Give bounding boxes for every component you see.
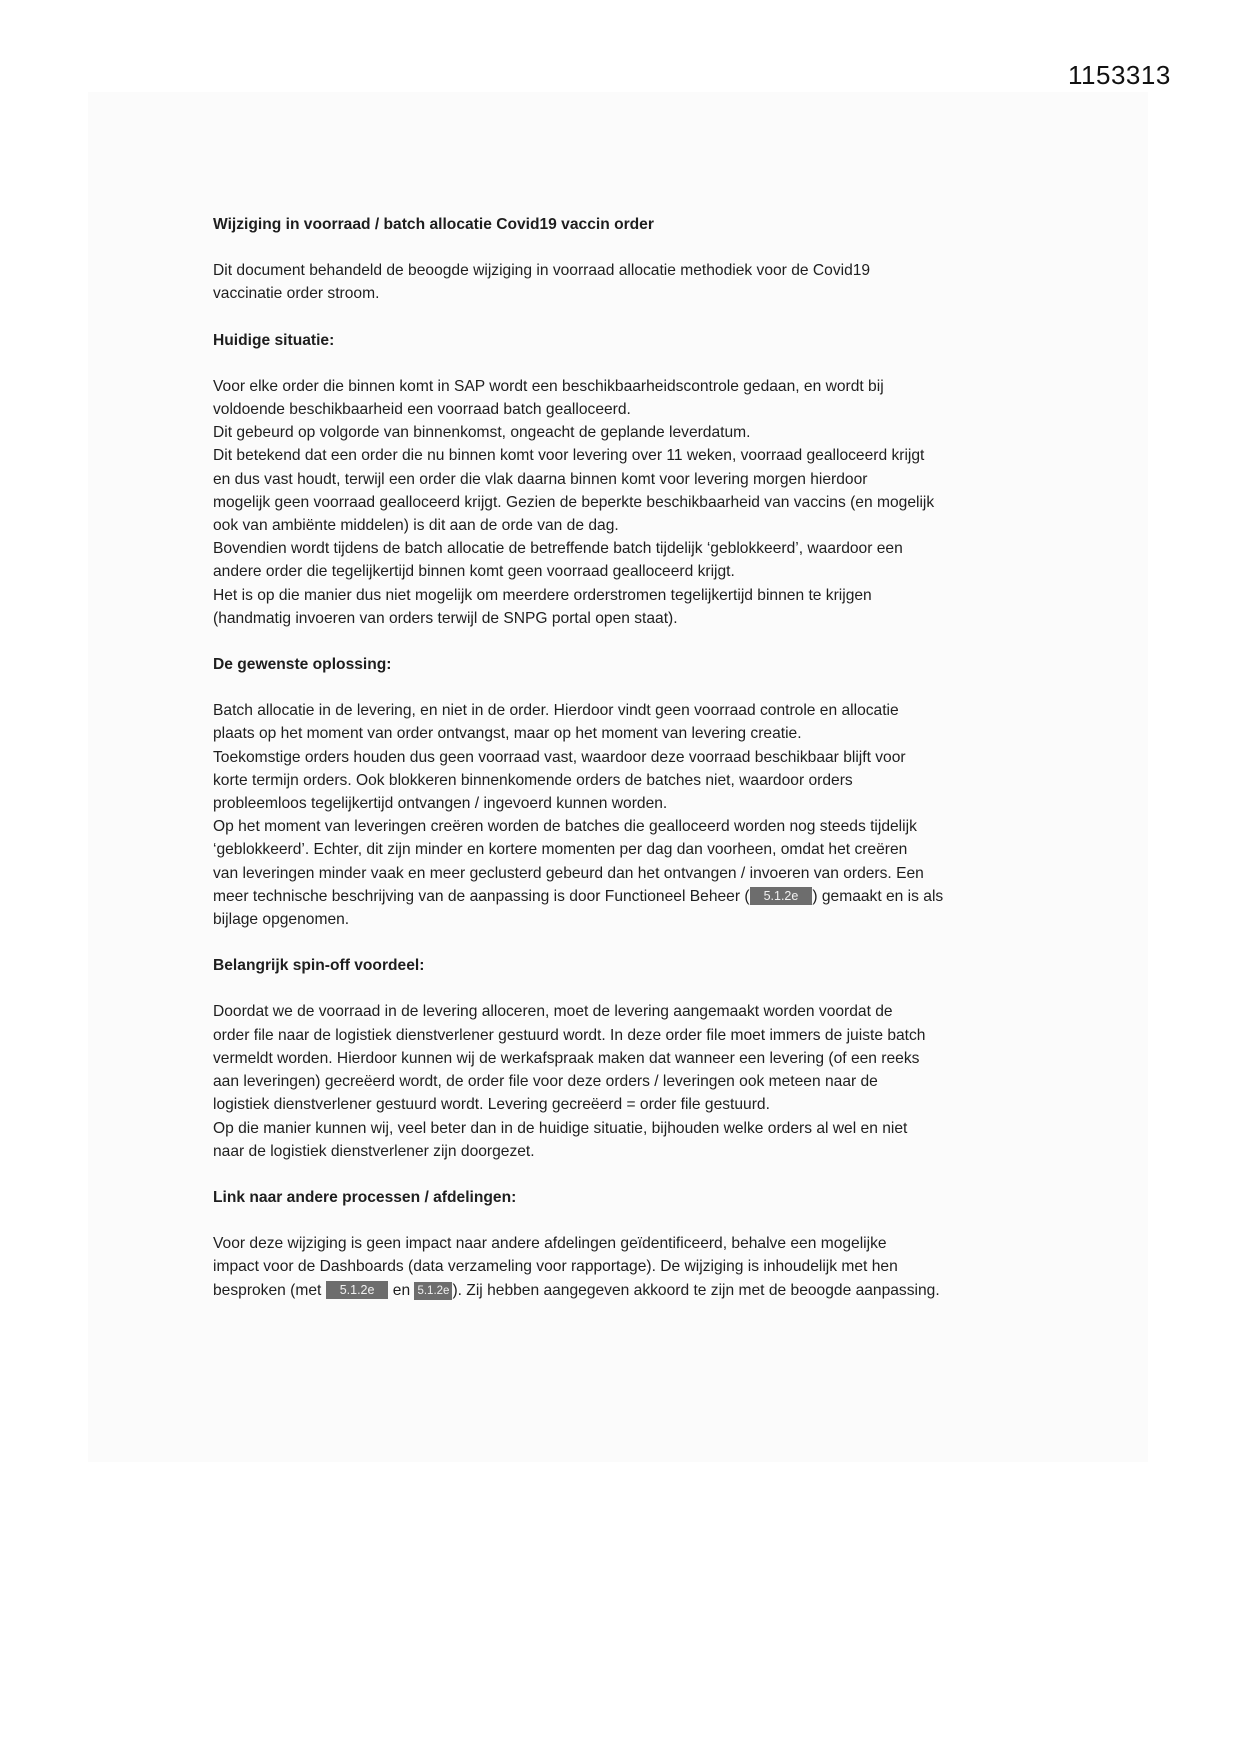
text-line: Op die manier kunnen wij, veel beter dan in de huidige situatie, bijhouden welke orders al wel en niet (213, 1119, 908, 1137)
text-line: aan leveringen) gecreëerd wordt, de order file voor deze orders / leveringen ook meteen naar de (213, 1073, 878, 1091)
text-line: van leveringen minder vaak en meer geclusterd gebeurd dan het ontvangen / invoeren van orders. Een (213, 864, 924, 882)
text-segment: besproken (met (213, 1281, 326, 1299)
text-line: Dit document behandeld de beoogde wijziging in voorraad allocatie methodiek voor de Covid19 (213, 262, 871, 280)
text-line: vermeldt worden. Hierdoor kunnen wij de werkafspraak maken dat wanneer een levering (of een reeks (213, 1049, 920, 1067)
text-line: (handmatig invoeren van orders terwijl de SNPG portal open staat). (213, 609, 678, 627)
text-line: Voor deze wijziging is geen impact naar andere afdelingen geïdentificeerd, behalve een mogelijke (213, 1235, 887, 1253)
text-line: andere order die tegelijkertijd binnen komt geen voorraad gealloceerd krijgt. (213, 563, 735, 581)
text-line: logistiek dienstverlener gestuurd wordt. Levering gecreëerd = order file gestuurd. (213, 1096, 770, 1114)
text-line: vaccinatie order stroom. (213, 285, 380, 303)
section-heading-desired-solution: De gewenste oplossing: (213, 656, 392, 674)
text-line: Batch allocatie in de levering, en niet in de order. Hierdoor vindt geen voorraad controle en allocatie (213, 702, 899, 720)
text-line: Het is op die manier dus niet mogelijk om meerdere orderstromen tegelijkertijd binnen te krijgen (213, 586, 872, 604)
text-segment: en (388, 1281, 415, 1299)
redaction-box: 5.1.2e (414, 1282, 452, 1300)
text-line: probleemloos tegelijkertijd ontvangen / ingevoerd kunnen worden. (213, 795, 668, 813)
text-line: Bovendien wordt tijdens de batch allocatie de betreffende batch tijdelijk ‘geblokkeerd’, waardoor een (213, 540, 903, 558)
document-body (213, 213, 1033, 1325)
text-line: voldoende beschikbaarheid een voorraad batch gealloceerd. (213, 401, 631, 419)
desired-solution-paragraph (213, 699, 1033, 931)
text-line: Dit gebeurd op volgorde van binnenkomst, ongeacht de geplande leverdatum. (213, 424, 751, 442)
text-line (213, 1279, 1033, 1302)
redaction-box: 5.1.2e (326, 1281, 389, 1299)
text-segment: ) gemaakt en is als (812, 887, 944, 905)
text-segment: meer technische beschrijving van de aanpassing is door Functioneel Beheer ( (213, 887, 750, 905)
section-heading-links-other-processes: Link naar andere processen / afdelingen: (213, 1188, 517, 1206)
text-line: en dus vast houdt, terwijl een order die vlak daarna binnen komt voor levering morgen hierdoor (213, 470, 868, 488)
section-heading-current-situation: Huidige situatie: (213, 331, 335, 349)
text-line: bijlage opgenomen. (213, 911, 350, 929)
text-line: impact voor de Dashboards (data verzameling voor rapportage). De wijziging is inhoudelijk met hen (213, 1258, 898, 1276)
text-line: Voor elke order die binnen komt in SAP wordt een beschikbaarheidscontrole gedaan, en wordt bij (213, 377, 884, 395)
document-title: Wijziging in voorraad / batch allocatie Covid19 vaccin order (213, 216, 654, 233)
redaction-box: 5.1.2e (750, 887, 813, 905)
text-line: naar de logistiek dienstverlener zijn doorgezet. (213, 1142, 535, 1160)
document-id: 1153313 (1068, 60, 1171, 90)
text-line: ‘geblokkeerd’. Echter, dit zijn minder en kortere momenten per dag dan voorheen, omdat het creëren (213, 841, 908, 859)
text-line (213, 885, 1033, 908)
text-line: mogelijk geen voorraad gealloceerd krijgt. Gezien de beperkte beschikbaarheid van vaccins (en mogelijk (213, 493, 935, 511)
text-line: Toekomstige orders houden dus geen voorraad vast, waardoor deze voorraad beschikbaar blijft voor (213, 748, 906, 766)
text-line: order file naar de logistiek dienstverlener gestuurd wordt. In deze order file moet immers de juiste batch (213, 1026, 926, 1044)
text-line: Doordat we de voorraad in de levering alloceren, moet de levering aangemaakt worden voordat de (213, 1003, 893, 1021)
intro-paragraph (213, 259, 1033, 305)
text-line: ook van ambiënte middelen) is dit aan de orde van de dag. (213, 517, 619, 535)
text-line: Dit betekend dat een order die nu binnen komt voor levering over 11 weken, voorraad gealloceerd krijgt (213, 447, 925, 465)
current-situation-paragraph (213, 375, 1033, 630)
section-heading-spin-off-benefit: Belangrijk spin-off voordeel: (213, 957, 425, 975)
text-line: korte termijn orders. Ook blokkeren binnenkomende orders de batches niet, waardoor orders (213, 771, 853, 789)
text-line: plaats op het moment van order ontvangst, maar op het moment van levering creatie. (213, 725, 802, 743)
spin-off-benefit-paragraph (213, 1000, 1033, 1162)
text-line: Op het moment van leveringen creëren worden de batches die gealloceerd worden nog steeds tijdelijk (213, 818, 917, 836)
text-segment: ). Zij hebben aangegeven akkoord te zijn met de beoogde aanpassing. (452, 1281, 940, 1299)
links-other-processes-paragraph (213, 1232, 1033, 1302)
